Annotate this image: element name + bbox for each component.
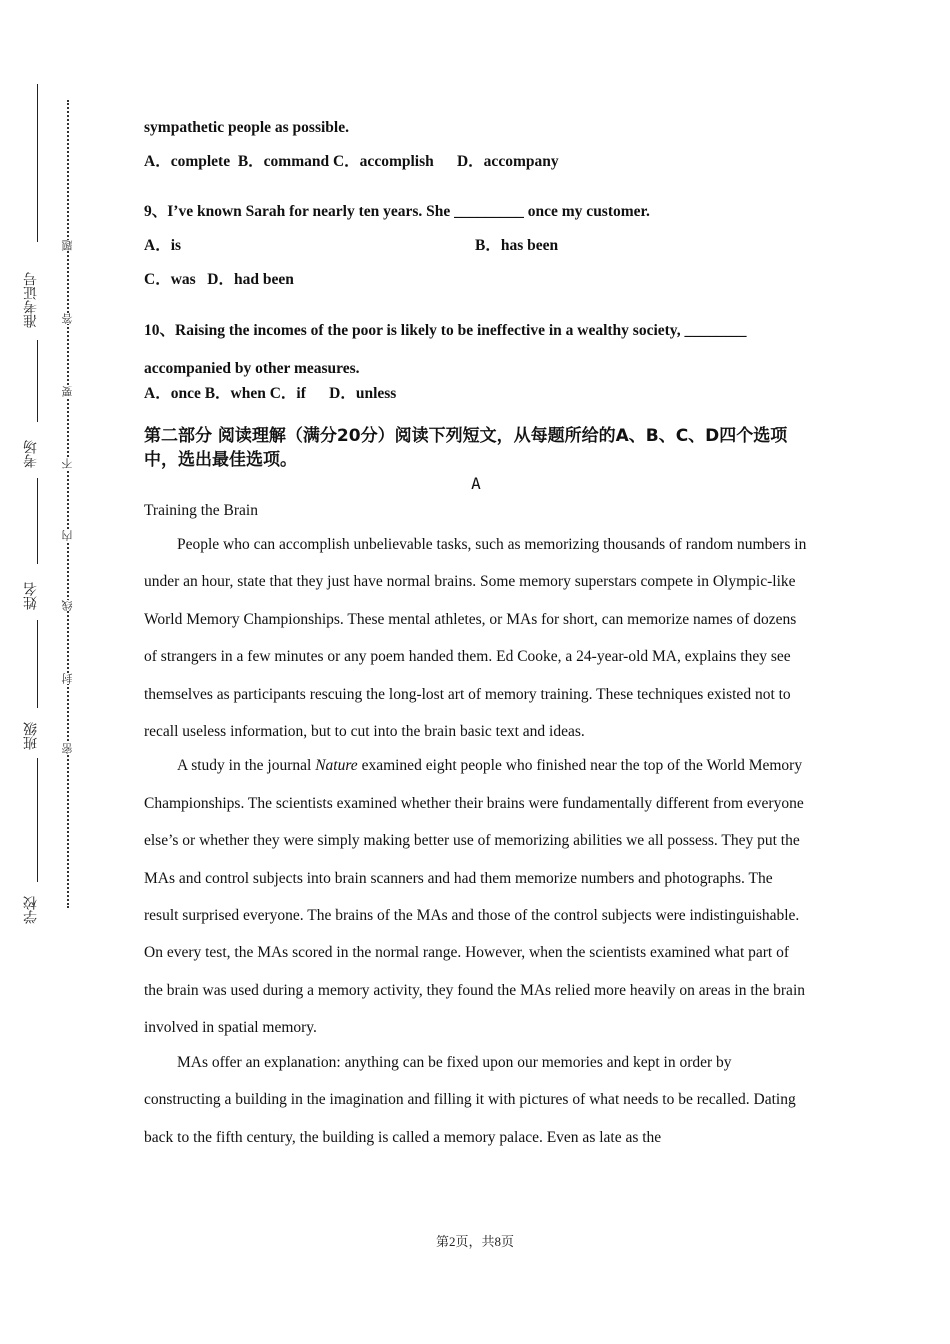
q9-options-row2: C．was D．had been [144,271,294,288]
passage-paragraph-3: MAs offer an explanation: anything can be fixed upon our memories and kept in order by constructing a building in the imagination and filling it with pictures of what needs to be recalled. Dating back to the fifth century, the building is called a memory palace. Even as late as the [144,1053,796,1146]
margin-dotted-char: 不 [61,458,74,469]
p2-text-after: examined eight people who finished near the top of the World Memory Championships. The scientists examined whether their brains were fundamentally different from everyone else’s or whether they were simply making better use of memorizing abilities we all possess. They put the MAs and control subjects into brain scanners and had them memorize numbers and photographs. The result surprised everyone. The brains of the MAs and those of the control subjects were indistinguishable. On every test, the MAs scored in the normal range. However, when the scientists examined what part of the brain was used during a memory activity, they found the MAs relied more heavily on areas in the brain involved in spatial memory. [144,757,805,1037]
q10-options: A．once B．when C．if D．unless [144,385,397,402]
q10-stem-line1: 10、Raising the incomes of the poor is likely to be ineffective in a wealthy society, ________ [144,322,747,339]
passage-title: Training the Brain [144,502,258,519]
page-content [144,118,808,1156]
q9-options-row1 [144,236,808,256]
margin-line-segment [37,84,38,242]
margin-line-segment [37,758,38,882]
p2-text-before: A study in the journal [177,757,316,775]
passage-paragraph-1: People who can accomplish unbelievable tasks, such as memorizing thousands of random numbers in under an hour, state that they just have normal brains. Some memory superstars compete in Olympic-like World Memory Championships. These mental athletes, or MAs for short, can memorize names of dozens of strangers in a few minutes or any poem handed them. Ed Cooke, a 24-year-old MA, explains they see themselves as participants rescuing the long-lost art of memory training. These techniques existed not to recall useless information, but to cut into the brain basic text and ideas. [144,536,807,741]
passage-paragraph-2 [144,747,808,1046]
margin-dotted-char: 答 [61,313,74,324]
margin-dotted-char: 要 [61,386,74,397]
passage-letter: A [471,474,481,493]
margin-label-name: 姓名 [23,582,39,610]
section-title: 第二部分 阅读理解（满分20分）阅读下列短文，从每题所给的A、B、C、D四个选项中，选出最佳选项。 [144,426,788,470]
margin-dotted-char: 线 [61,600,74,611]
margin-dotted-char: 内 [61,530,74,541]
margin-label-school: 学校 [23,896,39,924]
margin-label-class: 班级 [23,722,39,750]
q8-options: A．complete B．command C．accomplish D．accompany [144,153,559,170]
margin-label-exam-room: 考场 [23,440,39,468]
margin-dotted-char: 密 [61,743,74,754]
margin-dotted-char: 封 [61,673,74,684]
q10-stem-line2: accompanied by other measures. [144,359,360,377]
margin-line-segment [37,478,38,564]
q9-option-b: B．has been [475,237,559,254]
page-footer: 第2页，共8页 [435,1234,514,1249]
q9-option-a: A．is [144,237,182,254]
margin-line-segment [37,340,38,422]
margin-label-exam-number: 准考证号 [23,272,39,328]
margin-dotted-char: 题 [61,240,74,251]
q8-tail: sympathetic people as possible. [144,119,349,136]
journal-name: Nature [315,757,358,775]
margin-line-segment [37,620,38,708]
margin-dotted-line [67,100,69,908]
q9-stem: 9、I’ve known Sarah for nearly ten years. She _________ once my customer. [144,203,650,220]
